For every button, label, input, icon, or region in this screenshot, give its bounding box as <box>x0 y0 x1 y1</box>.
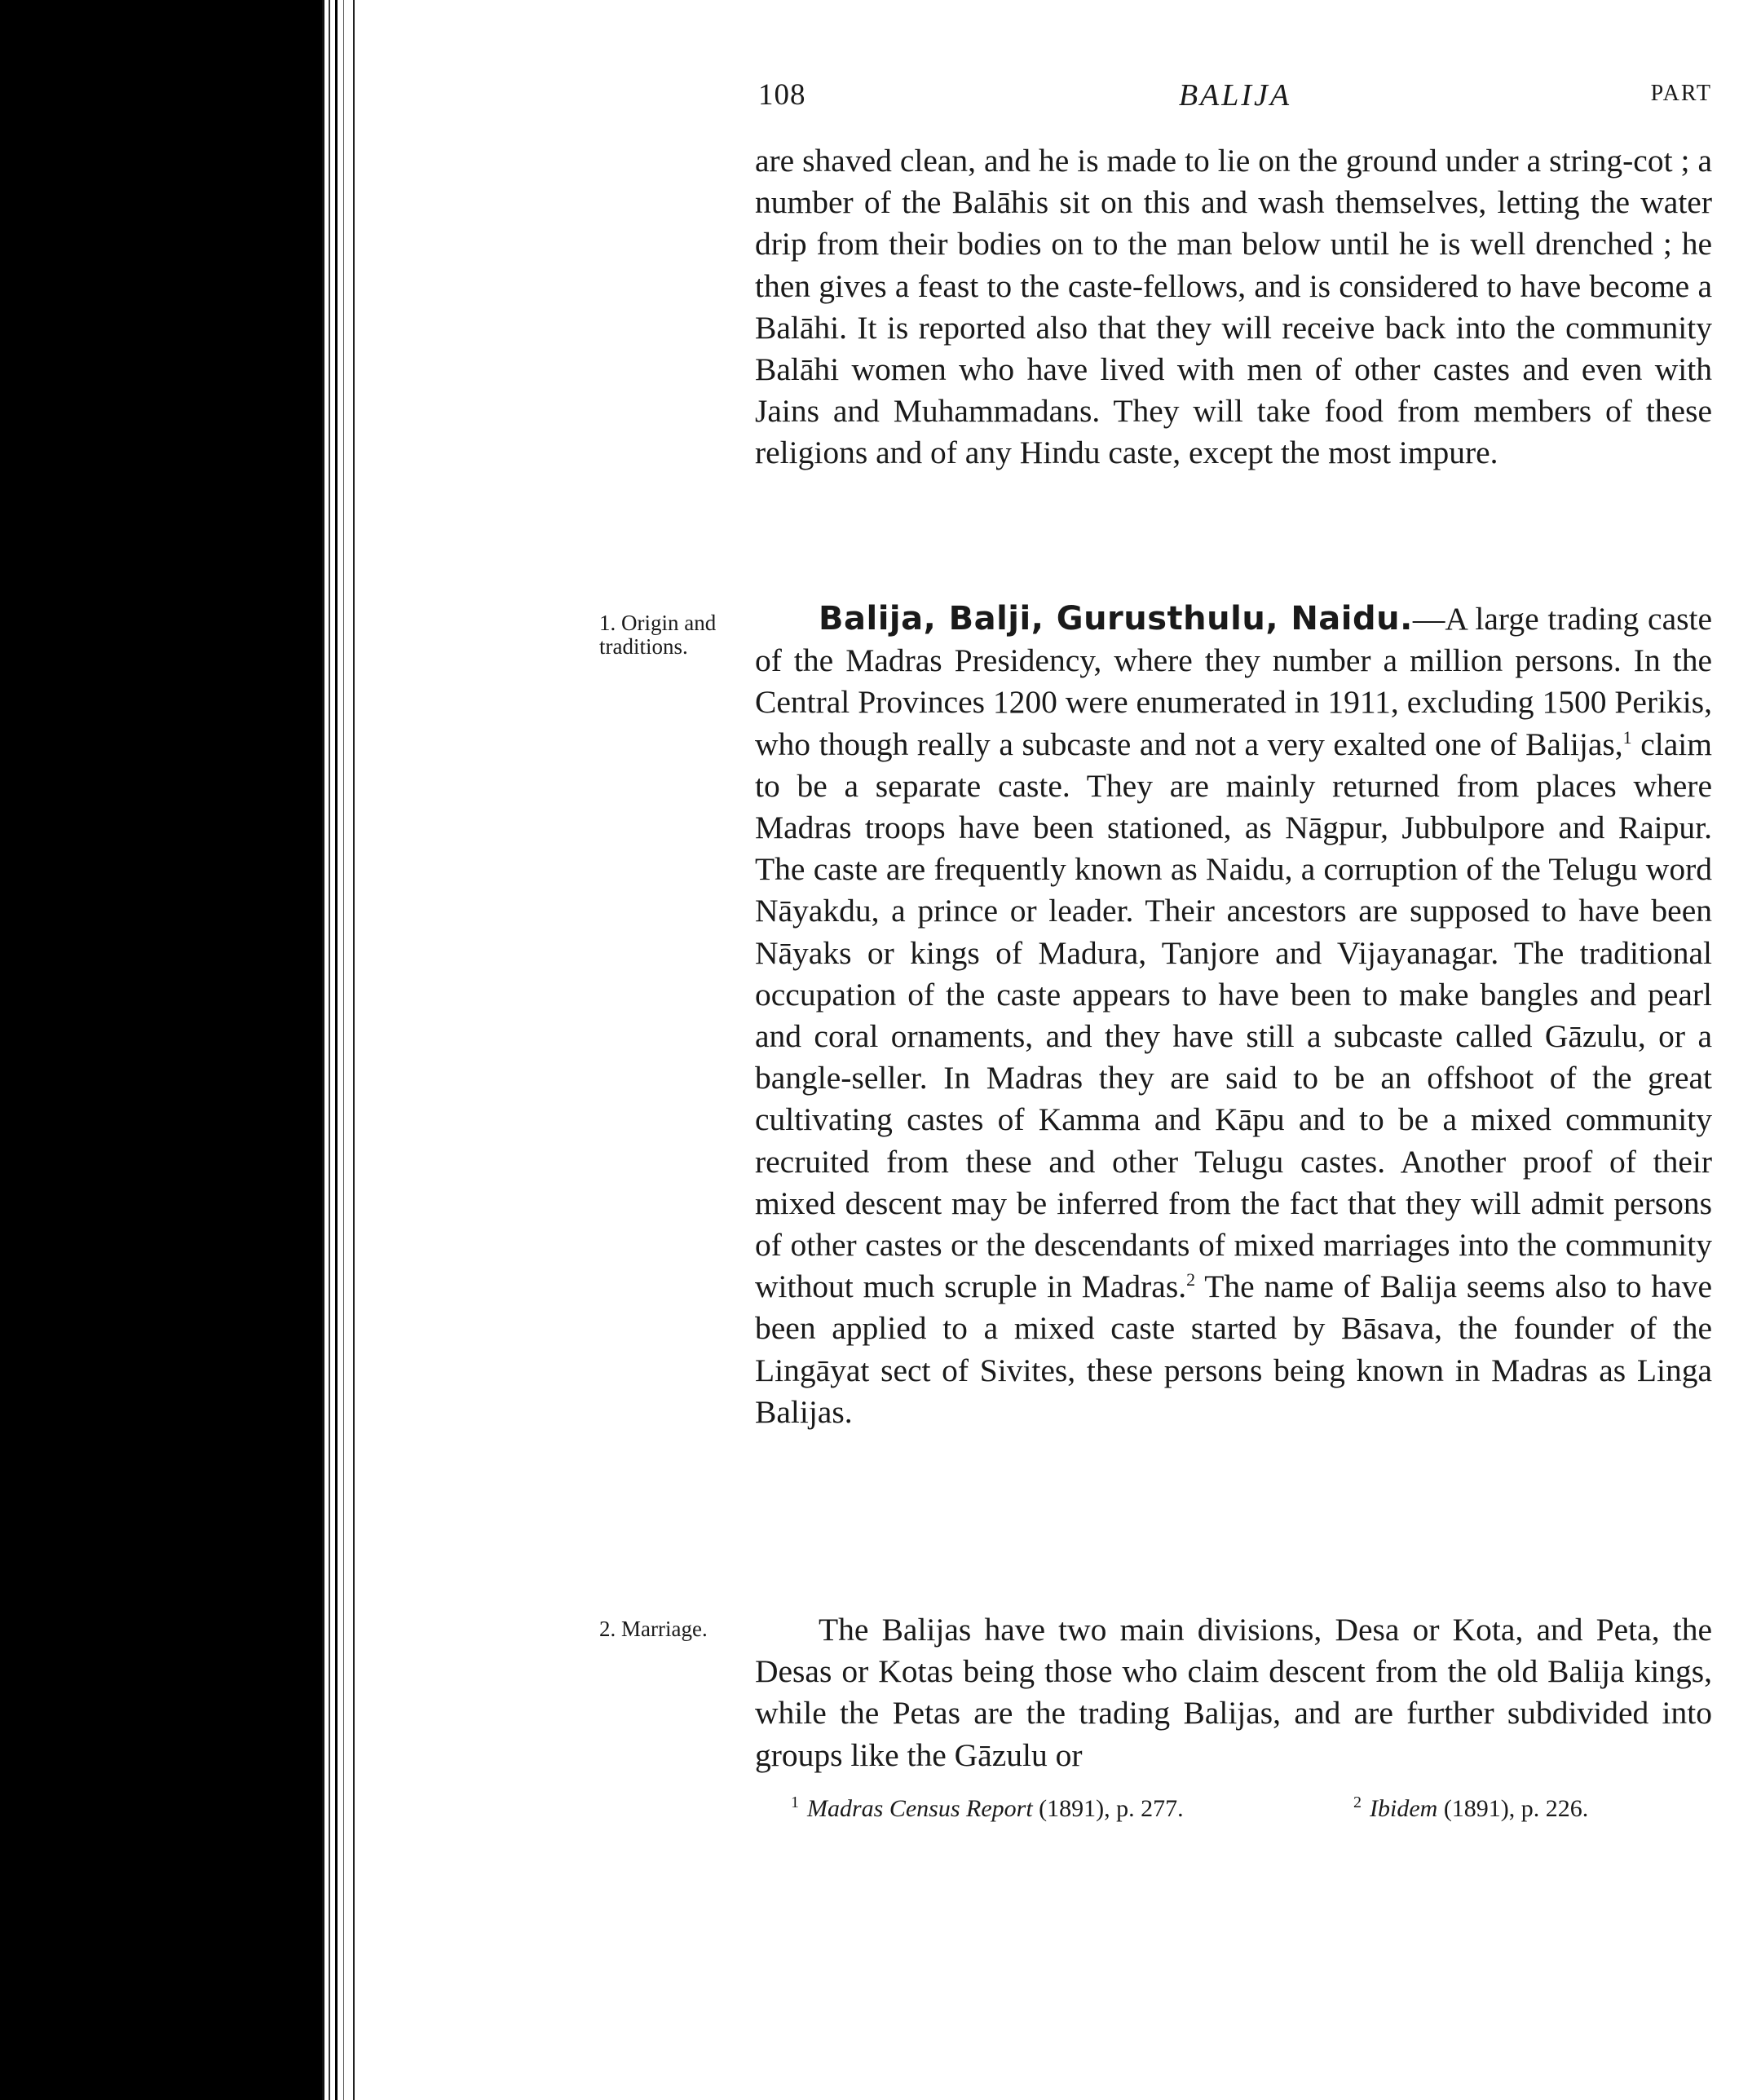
footnote-source-detail: (1891), p. 226. <box>1443 1795 1589 1822</box>
footnote-number: 2 <box>1353 1793 1362 1811</box>
entry-text-part-3: The name of Balija seems also to have been applied to a mixed caste started by Bāsava, the founder of the Lingāyat sect of Sivites, these persons being known in Madras as Linga Balijas. <box>755 1268 1712 1430</box>
gutter-shadow <box>371 0 404 2100</box>
marriage-text: The Balijas have two main divisions, Desa or Kota, and Peta, the Desas or Kotas being those who claim descent from the old Balija kings, while the Petas are the trading Balijas, and are further subdivided into groups like the Gāzulu or <box>755 1612 1712 1773</box>
entry-text-part-2: claim to be a separate caste. They are mainly returned from places where Madras troops have been stationed, as Nāgpur, Jubbulpore and Raipur. The caste are frequently known as Naidu, a corruption of the Telugu word Nāyakdu, a prince or leader. Their ancestors are supposed to have been Nāyaks or kings of Madura, Tanjore and Vijayanagar. The traditional occupation of the caste appears to have been to make bangles and pearl and coral ornaments, and they have still a subcaste called Gāzulu, or a bangle-seller. In Madras they are said to be an offshoot of the great cultivating castes of Kamma and Kāpu and to be a mixed community recruited from these and other Telugu castes. Another proof of their mixed descent may be inferred from the fact that they will admit persons of other castes or the descendants of mixed marriages into the community without much scruple in Madras. <box>755 726 1712 1305</box>
continuation-paragraph <box>755 140 1712 474</box>
footnote-source-title: Madras Census Report <box>807 1795 1033 1822</box>
footnote-reference-2[interactable]: 2 <box>1186 1269 1196 1290</box>
footnote-number: 1 <box>791 1793 799 1811</box>
footnote-source-title: Ibidem <box>1370 1795 1438 1822</box>
entry-paragraph <box>755 598 1712 1433</box>
book-spine-edge <box>0 0 322 2100</box>
page-number: 108 <box>758 78 806 112</box>
marriage-paragraph <box>755 1609 1712 1776</box>
running-head <box>758 77 1712 126</box>
sidenote-marriage: 2. Marriage. <box>599 1617 708 1641</box>
footnote-source-detail: (1891), p. 277. <box>1039 1795 1184 1822</box>
footnote-reference-1[interactable]: 1 <box>1622 726 1632 748</box>
entry-text <box>755 598 1712 1433</box>
paragraph-text: are shaved clean, and he is made to lie on the ground under a string-cot ; a number of the Balāhis sit on this and wash themselves, letting the water drip from their bodies on to the man below until he is well drenched ; he then gives a feast to the caste-fellows, and is considered to have become a Balāhi. It is reported also that they will receive back into the community Balāhi women who have lived with men of other castes and even with Jains and Muhammadans. They will take food from members of these religions and of any Hindu caste, except the most impure. <box>755 143 1712 471</box>
sidenote-origin-traditions: 1. Origin and traditions. <box>599 611 717 659</box>
running-part-label: PART <box>1650 81 1712 106</box>
entry-text-part-1: —A large trading caste of the Madras Presidency, where they number a million persons. In the Central Provinces 1200 were enumerated in 1911, excluding 1500 Perikis, who though really a subcaste and not a very exalted one of Balijas, <box>755 601 1712 762</box>
entry-heading: Balija, Balji, Gurusthulu, Naidu. <box>819 600 1413 638</box>
footnote-2 <box>1353 1795 1588 1823</box>
running-title: BALIJA <box>1178 78 1292 112</box>
footnote-1 <box>791 1795 1184 1823</box>
footnotes <box>791 1795 1712 1833</box>
